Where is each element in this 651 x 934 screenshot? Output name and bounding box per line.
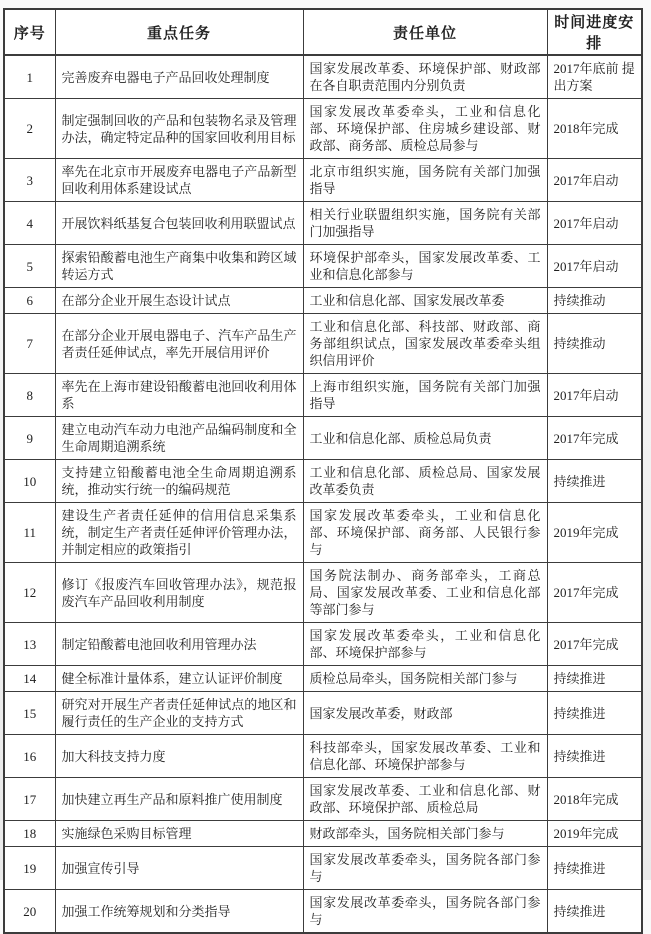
cell-index: 8 — [4, 374, 55, 417]
cell-index: 3 — [4, 159, 55, 202]
cell-unit: 工业和信息化部、质检总局、国家发展改革委负责 — [303, 460, 547, 503]
cell-unit: 国务院法制办、商务部牵头，工商总局、国家发展改革委、工业和信息化部等部门参与 — [303, 563, 547, 623]
cell-time: 2019年完成 — [547, 503, 642, 563]
table-row — [4, 460, 642, 503]
cell-task: 实施绿色采购目标管理 — [55, 821, 303, 847]
cell-time: 持续推进 — [547, 847, 642, 890]
cell-index: 6 — [4, 288, 55, 314]
table-row — [4, 778, 642, 821]
cell-time: 持续推进 — [547, 735, 642, 778]
cell-unit: 国家发展改革委、环境保护部、财政部在各自职责范围内分别负责 — [303, 55, 547, 99]
cell-time: 2017年完成 — [547, 563, 642, 623]
col-header-time: 时间进度安排 — [547, 9, 642, 55]
table-row — [4, 314, 642, 374]
cell-index: 1 — [4, 55, 55, 99]
col-header-index: 序号 — [4, 9, 55, 55]
cell-task: 研究对开展生产者责任延伸试点的地区和履行责任的生产企业的支持方式 — [55, 692, 303, 735]
table-row — [4, 245, 642, 288]
table-row — [4, 847, 642, 890]
cell-index: 11 — [4, 503, 55, 563]
cell-unit: 国家发展改革委牵头，工业和信息化部、环境保护部、住房城乡建设部、财政部、商务部、质检总局参与 — [303, 99, 547, 159]
table-row — [4, 417, 642, 460]
cell-index: 18 — [4, 821, 55, 847]
cell-index: 13 — [4, 623, 55, 666]
cell-time: 2017年完成 — [547, 623, 642, 666]
cell-index: 9 — [4, 417, 55, 460]
cell-time: 2017年启动 — [547, 159, 642, 202]
cell-task: 支持建立铅酸蓄电池全生命周期追溯系统，推动实行统一的编码规范 — [55, 460, 303, 503]
cell-time: 2017年启动 — [547, 374, 642, 417]
header-row — [4, 9, 642, 55]
cell-unit: 工业和信息化部、质检总局负责 — [303, 417, 547, 460]
cell-index: 7 — [4, 314, 55, 374]
cell-index: 16 — [4, 735, 55, 778]
table-row — [4, 890, 642, 934]
cell-index: 5 — [4, 245, 55, 288]
table-row — [4, 503, 642, 563]
cell-task: 探索铅酸蓄电池生产商集中收集和跨区域转运方式 — [55, 245, 303, 288]
cell-task: 加强工作统筹规划和分类指导 — [55, 890, 303, 934]
cell-unit: 工业和信息化部、国家发展改革委 — [303, 288, 547, 314]
cell-task: 率先在北京市开展废弃电器电子产品新型回收利用体系建设试点 — [55, 159, 303, 202]
cell-unit: 环境保护部牵头，国家发展改革委、工业和信息化部参与 — [303, 245, 547, 288]
cell-time: 持续推进 — [547, 890, 642, 934]
cell-time: 持续推进 — [547, 666, 642, 692]
cell-unit: 国家发展改革委牵头，国务院各部门参与 — [303, 847, 547, 890]
cell-time: 2017年启动 — [547, 245, 642, 288]
cell-index: 4 — [4, 202, 55, 245]
table-row — [4, 55, 642, 99]
cell-time: 持续推进 — [547, 460, 642, 503]
cell-unit: 上海市组织实施，国务院有关部门加强指导 — [303, 374, 547, 417]
cell-unit: 财政部牵头，国务院相关部门参与 — [303, 821, 547, 847]
table-row — [4, 692, 642, 735]
cell-task: 在部分企业开展电器电子、汽车产品生产者责任延伸试点，率先开展信用评价 — [55, 314, 303, 374]
cell-task: 修订《报废汽车回收管理办法》，规范报废汽车产品回收利用制度 — [55, 563, 303, 623]
cell-index: 15 — [4, 692, 55, 735]
table-row — [4, 99, 642, 159]
table-row — [4, 374, 642, 417]
cell-index: 14 — [4, 666, 55, 692]
cell-unit: 国家发展改革委牵头，工业和信息化部、环境保护部参与 — [303, 623, 547, 666]
table-row — [4, 159, 642, 202]
cell-unit: 工业和信息化部、科技部、财政部、商务部组织试点，国家发展改革委牵头组织信用评价 — [303, 314, 547, 374]
cell-task: 制定强制回收的产品和包装物名录及管理办法，确定特定品种的国家回收利用目标 — [55, 99, 303, 159]
cell-unit: 国家发展改革委，财政部 — [303, 692, 547, 735]
cell-index: 17 — [4, 778, 55, 821]
cell-unit: 相关行业联盟组织实施，国务院有关部门加强指导 — [303, 202, 547, 245]
col-header-task: 重点任务 — [55, 9, 303, 55]
table-row — [4, 735, 642, 778]
table-header — [4, 9, 642, 55]
table-row — [4, 202, 642, 245]
cell-time: 2018年完成 — [547, 778, 642, 821]
cell-index: 12 — [4, 563, 55, 623]
cell-time: 持续推动 — [547, 288, 642, 314]
table-row — [4, 563, 642, 623]
cell-time: 2017年启动 — [547, 202, 642, 245]
cell-index: 19 — [4, 847, 55, 890]
cell-time: 2017年底前 提出方案 — [547, 55, 642, 99]
key-tasks-table — [3, 8, 643, 934]
cell-time: 2019年完成 — [547, 821, 642, 847]
cell-time: 持续推动 — [547, 314, 642, 374]
cell-unit: 国家发展改革委、工业和信息化部、财政部、环境保护部、质检总局 — [303, 778, 547, 821]
cell-task: 在部分企业开展生态设计试点 — [55, 288, 303, 314]
cell-index: 2 — [4, 99, 55, 159]
cell-unit: 科技部牵头，国家发展改革委、工业和信息化部、环境保护部参与 — [303, 735, 547, 778]
cell-unit: 国家发展改革委牵头，工业和信息化部、环境保护部、商务部、人民银行参与 — [303, 503, 547, 563]
cell-task: 加快建立再生产品和原料推广使用制度 — [55, 778, 303, 821]
cell-time: 持续推进 — [547, 692, 642, 735]
cell-unit: 国家发展改革委牵头，国务院各部门参与 — [303, 890, 547, 934]
cell-task: 建设生产者责任延伸的信用信息采集系统，制定生产者责任延伸评价管理办法，并制定相应的政策指引 — [55, 503, 303, 563]
cell-time: 2017年完成 — [547, 417, 642, 460]
table-row — [4, 288, 642, 314]
table-row — [4, 623, 642, 666]
cell-task: 完善废弃电器电子产品回收处理制度 — [55, 55, 303, 99]
cell-index: 20 — [4, 890, 55, 934]
table-row — [4, 666, 642, 692]
cell-task: 开展饮料纸基复合包装回收利用联盟试点 — [55, 202, 303, 245]
cell-time: 2018年完成 — [547, 99, 642, 159]
col-header-unit: 责任单位 — [303, 9, 547, 55]
table-body — [4, 55, 642, 933]
cell-index: 10 — [4, 460, 55, 503]
cell-unit: 北京市组织实施，国务院有关部门加强指导 — [303, 159, 547, 202]
cell-task: 加强宣传引导 — [55, 847, 303, 890]
cell-task: 建立电动汽车动力电池产品编码制度和全生命周期追溯系统 — [55, 417, 303, 460]
cell-task: 健全标准计量体系，建立认证评价制度 — [55, 666, 303, 692]
cell-task: 加大科技支持力度 — [55, 735, 303, 778]
cell-task: 率先在上海市建设铅酸蓄电池回收利用体系 — [55, 374, 303, 417]
table-row — [4, 821, 642, 847]
cell-task: 制定铅酸蓄电池回收利用管理办法 — [55, 623, 303, 666]
cell-unit: 质检总局牵头，国务院相关部门参与 — [303, 666, 547, 692]
